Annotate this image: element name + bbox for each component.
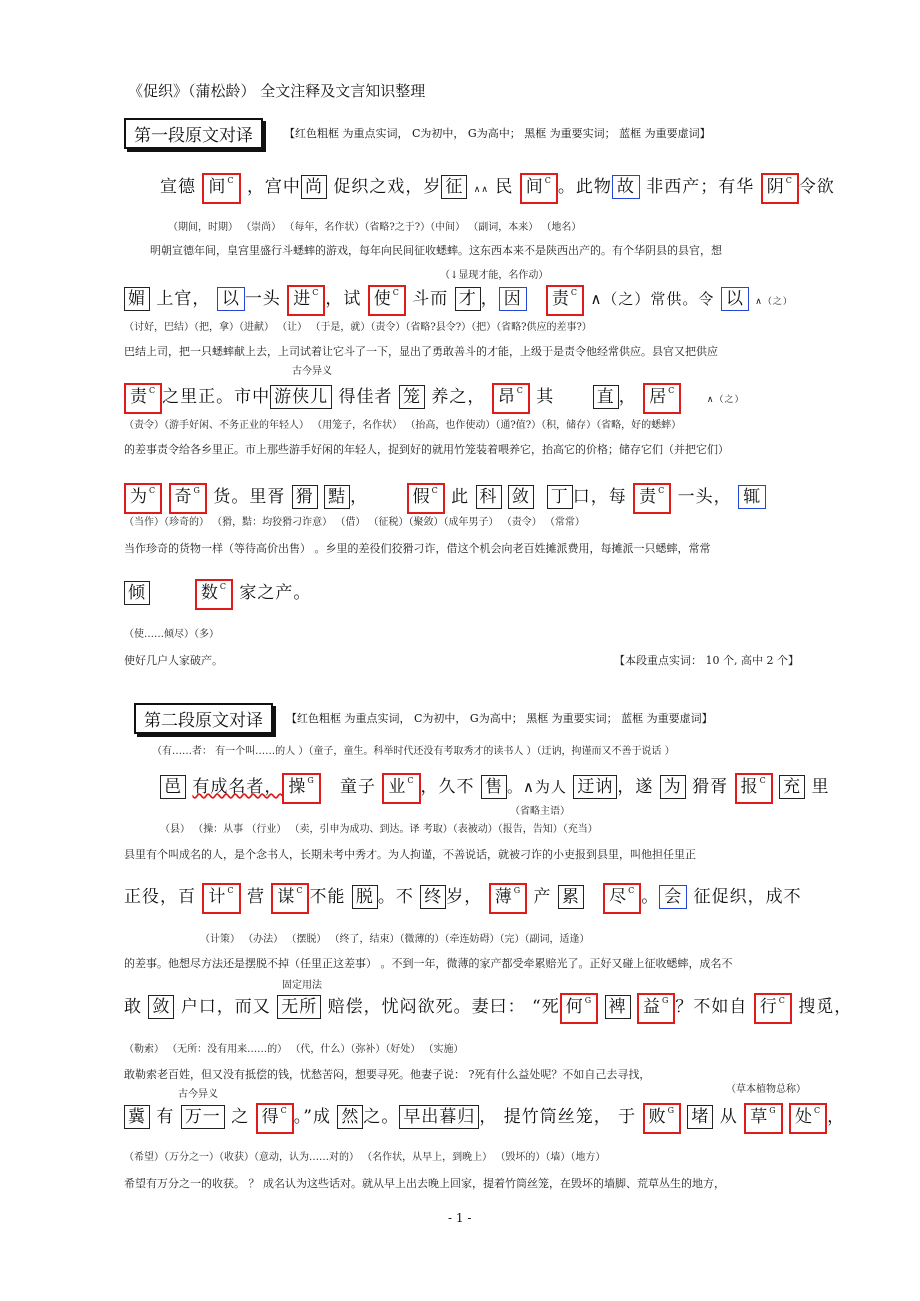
text: 。: [641, 887, 660, 907]
important-word: 敛: [148, 995, 174, 1019]
text: 货。里胥: [213, 487, 286, 507]
s2-line1-notes: （县） （操：从事 （行业） （卖，引申为成功、到达。译 考取）（表被动）（报告，告知）（充当）: [160, 824, 598, 835]
key-word: 使$^C$: [368, 285, 406, 316]
fixed-phrase: 有成名者，: [192, 777, 283, 797]
important-word: 丁: [547, 485, 573, 509]
important-word: 才: [455, 287, 481, 311]
text: 令欲: [798, 177, 835, 197]
key-word: 益$^G$: [637, 993, 675, 1024]
important-word: 然: [337, 1105, 363, 1129]
text: ∧（之）常供。令: [590, 290, 715, 308]
function-word: 以: [217, 287, 245, 311]
text: 正役，百: [124, 887, 196, 907]
text: 非西产；有华: [646, 177, 755, 197]
text: 于: [618, 1107, 637, 1127]
important-word: 迂讷: [573, 775, 617, 799]
section1-heading: 第一段原文对译: [124, 118, 263, 149]
s1-line2-notes: （讨好，巴结）（把，拿）（进献） （让） （于是，就）（责令）（省略?县令?）（把）（省略?供应的差事?）: [124, 322, 592, 333]
key-word: 责$^C$: [546, 285, 584, 316]
document-title: 《促织》（蒲松龄） 全文注释及文言知识整理: [128, 82, 426, 100]
text: 征促织，成不: [693, 887, 802, 907]
s2-line3-notes: （勒索） （无所：没有用来……的） （代，什么）（弥补）（好处） （实施）: [124, 1044, 464, 1055]
important-word: 充: [779, 775, 805, 799]
text: 提竹筒丝笼，: [503, 1107, 612, 1127]
text: 。不: [377, 887, 414, 907]
page-number: - 1 -: [448, 1211, 472, 1225]
text: 户口，而又: [180, 997, 271, 1017]
text: 之。: [363, 1107, 400, 1127]
s2-line4: [124, 1102, 845, 1134]
text: 猾胥: [692, 777, 729, 797]
s2-line4-translation: 希望有万分之一的收获。 ？ 成名认为这些话对。就从早上出去晚上回家，提着竹筒丝笼，在毁坏的墙脚、荒草丛生的地方，: [124, 1177, 725, 1190]
text: 之里正。市中: [162, 387, 271, 407]
text: 得佳者: [338, 387, 393, 407]
s2-line2-notes: （计策） （办法） （摆脱） （终了，结束）（微薄的）（牵连妨碍）（完）（副词，适逢）: [200, 934, 590, 945]
text: 童子: [340, 777, 377, 797]
omission-mark: ∧（之）: [706, 395, 745, 405]
text: 。此物: [557, 177, 612, 197]
important-word: 征: [441, 175, 467, 199]
important-word: 科: [476, 485, 502, 509]
key-word: 行$^C$: [754, 993, 792, 1024]
text: 有: [156, 1107, 175, 1127]
text: 不能: [309, 887, 346, 907]
text: ，试: [325, 289, 362, 309]
text: 一头: [244, 289, 281, 309]
important-word: 直: [593, 385, 619, 409]
text: ，: [479, 1107, 498, 1127]
omission-mark: ∧（之）: [755, 297, 793, 307]
important-word: 尚: [301, 175, 327, 199]
text: 敢: [124, 997, 142, 1017]
key-word: 败$^G$: [643, 1103, 681, 1134]
text: ，: [827, 1107, 846, 1127]
function-word: 因: [499, 287, 527, 311]
s2-line2-translation: 的差事。他想尽方法还是摆脱不掉（任里正这差事） 。不到一年，微薄的家产都受牵累赔光了。正好又碰上征收蟋蟀，成名不: [124, 957, 733, 970]
s1-line4-translation: 当作珍奇的货物一样（等待高价出售） 。乡里的差役们狡猾刁诈，借这个机会向老百姓摊派费用，每摊派一只蟋蟀，常常: [124, 542, 711, 555]
text: 此: [451, 487, 470, 507]
s1-line4: [124, 482, 766, 514]
text: ，: [350, 487, 369, 507]
function-word: 辄: [738, 485, 766, 509]
key-word: 草$^G$: [744, 1103, 782, 1134]
text: 口，每: [572, 487, 627, 507]
important-word: 邑: [160, 775, 186, 799]
s1-line3: [124, 382, 744, 414]
text: 搜觅，: [798, 997, 853, 1017]
important-word: 无所: [277, 995, 321, 1019]
important-word: 笼: [399, 385, 425, 409]
s2-line1-translation: 县里有个叫成名的人，是个念书人，长期未考中秀才。为人拘谨，不善说话，就被刁诈的小吏报到县里，叫他担任里正: [124, 848, 696, 861]
important-word: 售: [481, 775, 507, 799]
important-word: 堵: [687, 1105, 713, 1129]
key-word: 业$^C$: [382, 773, 420, 804]
s2-line3: [124, 992, 852, 1024]
s1-line2: [124, 284, 793, 316]
s1-line3-translation: 的差事责令给各乡里正。市上那些游手好闲的年轻人，捉到好的就用竹笼装着喂养它，抬高它的价格；储存它们（并把它们）: [124, 443, 729, 456]
key-word: 操$^G$: [282, 773, 320, 804]
text: ，遂: [617, 777, 654, 797]
text: 里: [811, 777, 830, 797]
key-word: 奇$^G$: [169, 483, 207, 514]
s1-line5: [124, 578, 311, 610]
text: 家之产。: [239, 583, 312, 603]
text: 岁，: [446, 887, 483, 907]
s1-line3-above: 古今异义: [292, 366, 332, 377]
text: 宣德: [160, 177, 196, 197]
important-word: 为: [660, 775, 686, 799]
key-word: 昂$^C$: [492, 383, 530, 414]
text: 养之，: [431, 387, 486, 407]
text: 斗而: [412, 289, 449, 309]
important-word: 早出暮归: [399, 1105, 479, 1129]
key-word: 责$^C$: [633, 483, 671, 514]
s1-line5-notes: （使……倾尽）（多）: [124, 629, 219, 640]
section1-legend: 【红色粗框 为重点实词， C为初中， G为高中； 黑框 为重要实词； 蓝框 为重要虚词】: [284, 127, 711, 140]
key-word: 间$^C$: [202, 173, 240, 204]
key-word: 报$^C$: [735, 773, 773, 804]
s2-line3-above: 固定用法: [282, 980, 322, 991]
function-word: 会: [659, 885, 687, 909]
text: 一头，: [677, 487, 732, 507]
text: 民: [495, 177, 514, 197]
text: 。∧为人: [506, 778, 567, 796]
s2-top-notes: （有……者： 有一个叫……的人 ）（童子，童生。科举时代还没有考取秀才的读书人 ）（迂讷，拘谨而又不善于说话 ）: [152, 746, 675, 757]
s1-line1-translation: 明朝宣德年间，皇宫里盛行斗蟋蟀的游戏，每年向民间征收蟋蟀。这东西本来不是陕西出产的。有个华阴县的县官，想: [150, 244, 722, 257]
function-word: 以: [721, 287, 749, 311]
important-word: 终: [420, 885, 446, 909]
key-word: 计$^C$: [202, 883, 240, 914]
s1-line4-notes: （当作）（珍奇的） （猾，黠：均狡猾刁诈意） （借） （征税）（聚敛）（成年男子） （责令） （常常）: [124, 517, 585, 528]
key-word: 进$^C$: [287, 285, 325, 316]
s2-line3-translation: 敢勒索老百姓，但又没有抵偿的钱，忧愁苦闷，想要寻死。他妻子说： ?死有什么益处呢？不如自己去寻找，: [124, 1068, 651, 1081]
key-word: 尽$^C$: [603, 883, 641, 914]
important-word: 敛: [508, 485, 534, 509]
s2-line1: [160, 772, 830, 804]
key-word: 为$^C$: [124, 483, 162, 514]
function-word: 故: [612, 175, 640, 199]
important-word: 媚: [124, 287, 150, 311]
text: 从: [719, 1107, 738, 1127]
text: ，宫中: [246, 177, 301, 197]
key-word: 数$^C$: [195, 579, 233, 610]
text: 促织之戏，岁: [333, 177, 442, 197]
s1-line3-notes: （责令）（游手好闲、不务正业的年轻人） （用笼子，名作状） （抬高，也作使动）（通?值?）（积，储存）（省略，好的蟋蟀）: [124, 420, 682, 431]
s1-line1-notes: （期间，时期） （崇尚） （每年，名作状）（省略?之于?）（中间） （副词，本来） （地名）: [168, 222, 582, 233]
key-word: 阴$^C$: [761, 173, 799, 204]
important-word: 累: [558, 885, 584, 909]
s2-line4-above-right: （草本植物总称）: [726, 1084, 806, 1095]
text: 产: [533, 887, 552, 907]
important-word: 冀: [124, 1105, 150, 1129]
section2-legend: 【红色粗框 为重点实词， C为初中， G为高中； 黑框 为重要实词； 蓝框 为重要虚词】: [286, 712, 713, 725]
section2-heading: 第二段原文对译: [134, 703, 273, 734]
text: 营: [246, 887, 265, 907]
text: 。”成: [293, 1107, 331, 1127]
important-word: 脱: [352, 885, 378, 909]
s1-line5-translation: 使好几户人家破产。: [124, 654, 223, 667]
key-word: 何$^G$: [560, 993, 598, 1024]
text: 赔偿，忧闷欲死。妻曰：: [327, 997, 526, 1017]
omission-mark: ∧∧: [473, 185, 489, 195]
important-word: 黠: [324, 485, 350, 509]
s2-line1-below: （省略主语）: [510, 806, 570, 817]
important-word: 裨: [605, 995, 631, 1019]
s1-line1: [160, 172, 835, 204]
key-word: 处$^C$: [789, 1103, 827, 1134]
key-word: 居$^C$: [643, 383, 681, 414]
text: 其: [536, 387, 555, 407]
important-word: 倾: [124, 581, 150, 605]
key-word: 责$^C$: [124, 383, 162, 414]
text: 上官，: [156, 289, 211, 309]
text: “死: [532, 997, 560, 1017]
s1-summary: 【本段重点实词： 10 个, 高中 2 个】: [614, 654, 799, 667]
s2-line2: [124, 882, 802, 914]
important-word: 万一: [181, 1105, 225, 1129]
key-word: 薄$^G$: [489, 883, 527, 914]
s2-line4-notes: （希望）（万分之一）（收获）（意动，认为……对的） （名作状，从早上，到晚上） （毁坏的）（墙）（地方）: [124, 1152, 606, 1163]
text: ，: [618, 387, 637, 407]
key-word: 得$^C$: [256, 1103, 294, 1134]
text: ，久不: [420, 777, 475, 797]
s1-line2-above: （↓显现才能，名作动）: [440, 270, 549, 281]
text: 之: [231, 1107, 250, 1127]
text: ？不如自: [675, 997, 748, 1017]
text: ，: [480, 289, 499, 309]
important-word: 猾: [292, 485, 318, 509]
s2-line4-above-left: 古今异义: [178, 1089, 218, 1100]
s1-line2-translation: 巴结上司，把一只蟋蟀献上去，上司试着让它斗了一下，显出了勇敢善斗的才能，上级于是责令他经常供应。县官又把供应: [124, 345, 718, 358]
key-word: 间$^C$: [520, 173, 558, 204]
key-word: 谋$^C$: [271, 883, 309, 914]
important-word: 游侠儿: [270, 385, 332, 409]
key-word: 假$^C$: [407, 483, 445, 514]
